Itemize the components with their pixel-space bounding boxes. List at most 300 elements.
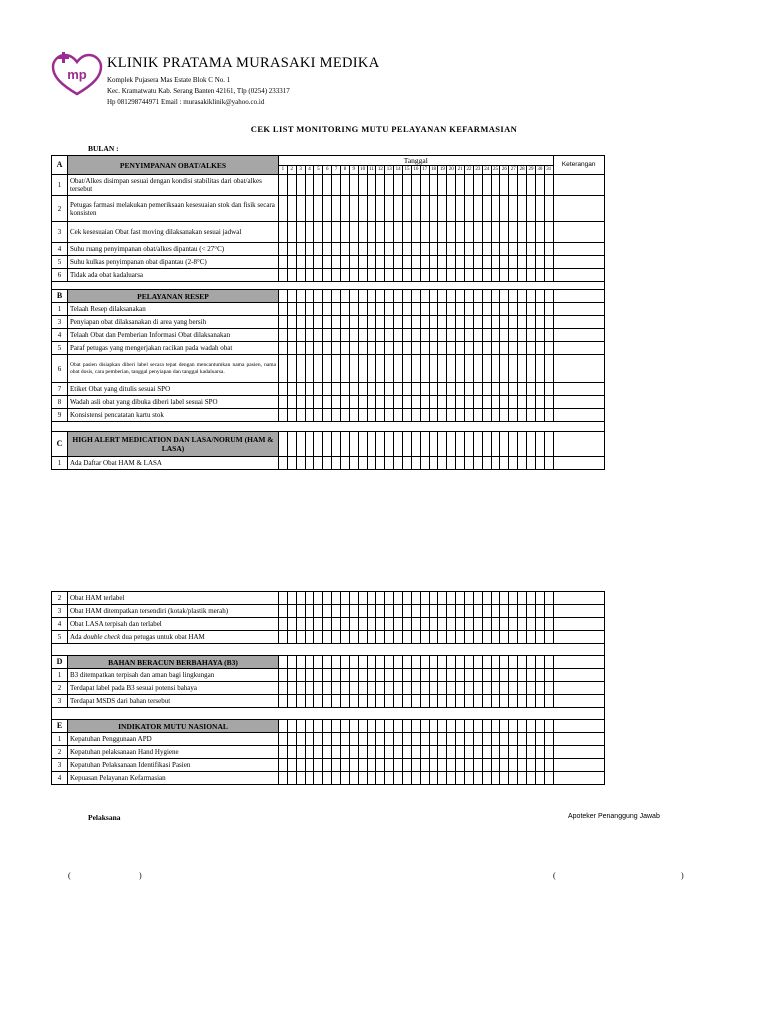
check-cell: [287, 746, 296, 759]
check-cell: [473, 196, 482, 222]
check-cell: [491, 432, 500, 457]
check-cell: [305, 618, 314, 631]
check-cell: [287, 631, 296, 644]
day-number: 5: [314, 166, 323, 175]
check-cell: [358, 720, 367, 733]
check-cell: [403, 669, 412, 682]
check-cell: [544, 592, 553, 605]
check-cell: [341, 432, 350, 457]
check-cell: [305, 682, 314, 695]
check-cell: [456, 383, 465, 396]
item-description: Kepatuhan Penggunaan APD: [68, 733, 279, 746]
check-cell: [358, 316, 367, 329]
day-number: 11: [367, 166, 376, 175]
check-cell: [341, 605, 350, 618]
check-cell: [465, 656, 474, 669]
left-signature-open-paren: (: [68, 871, 71, 880]
check-cell: [403, 605, 412, 618]
check-cell: [527, 618, 536, 631]
check-cell: [411, 682, 420, 695]
check-cell: [500, 329, 509, 342]
check-cell: [332, 432, 341, 457]
check-cell: [429, 759, 438, 772]
check-cell: [385, 457, 394, 470]
check-cell: [394, 656, 403, 669]
check-cell: [403, 256, 412, 269]
check-cell: [500, 733, 509, 746]
check-cell: [456, 196, 465, 222]
check-cell: [341, 303, 350, 316]
check-cell: [358, 682, 367, 695]
pelaksana-label: Pelaksana: [88, 813, 121, 822]
day-number: 17: [420, 166, 429, 175]
checklist-row: [52, 342, 605, 355]
check-cell: [473, 316, 482, 329]
check-cell: [544, 605, 553, 618]
check-cell: [438, 631, 447, 644]
check-cell: [332, 222, 341, 243]
check-cell: [296, 733, 305, 746]
check-cell: [411, 290, 420, 303]
check-cell: [447, 605, 456, 618]
check-cell: [358, 222, 367, 243]
check-cell: [438, 342, 447, 355]
keterangan-cell: [553, 196, 604, 222]
check-cell: [385, 256, 394, 269]
check-cell: [473, 290, 482, 303]
day-number: 29: [527, 166, 536, 175]
check-cell: [296, 772, 305, 785]
check-cell: [447, 409, 456, 422]
day-number: 28: [518, 166, 527, 175]
check-cell: [358, 618, 367, 631]
check-cell: [518, 682, 527, 695]
check-cell: [420, 605, 429, 618]
check-cell: [287, 355, 296, 383]
check-cell: [518, 256, 527, 269]
item-number: 2: [52, 196, 68, 222]
check-cell: [296, 196, 305, 222]
check-cell: [482, 759, 491, 772]
check-cell: [465, 631, 474, 644]
check-cell: [518, 342, 527, 355]
check-cell: [482, 432, 491, 457]
check-cell: [403, 772, 412, 785]
check-cell: [411, 316, 420, 329]
check-cell: [394, 746, 403, 759]
check-cell: [465, 175, 474, 196]
check-cell: [403, 720, 412, 733]
check-cell: [296, 720, 305, 733]
check-cell: [305, 592, 314, 605]
section-letter: C: [52, 432, 68, 457]
check-cell: [279, 759, 288, 772]
check-cell: [296, 631, 305, 644]
item-number: 4: [52, 329, 68, 342]
check-cell: [518, 746, 527, 759]
check-cell: [473, 772, 482, 785]
check-cell: [314, 631, 323, 644]
address-line-1: Komplek Pujasera Mas Estate Blok C No. 1: [107, 76, 231, 84]
check-cell: [491, 656, 500, 669]
check-cell: [491, 196, 500, 222]
item-number: 2: [52, 592, 68, 605]
check-cell: [535, 290, 544, 303]
check-cell: [420, 342, 429, 355]
check-cell: [456, 396, 465, 409]
check-cell: [411, 269, 420, 282]
check-cell: [385, 656, 394, 669]
check-cell: [447, 618, 456, 631]
day-number: 14: [394, 166, 403, 175]
check-cell: [438, 409, 447, 422]
check-cell: [376, 175, 385, 196]
check-cell: [332, 256, 341, 269]
check-cell: [527, 682, 536, 695]
check-cell: [349, 222, 358, 243]
item-number: 4: [52, 243, 68, 256]
check-cell: [473, 695, 482, 708]
check-cell: [358, 329, 367, 342]
check-cell: [349, 196, 358, 222]
check-cell: [376, 303, 385, 316]
right-signature-close-paren: ): [681, 871, 684, 880]
check-cell: [429, 618, 438, 631]
check-cell: [305, 396, 314, 409]
check-cell: [296, 618, 305, 631]
day-number: 30: [535, 166, 544, 175]
day-number: 16: [411, 166, 420, 175]
spacer-cell: [52, 708, 605, 720]
check-cell: [385, 243, 394, 256]
check-cell: [527, 669, 536, 682]
check-cell: [420, 290, 429, 303]
check-cell: [438, 720, 447, 733]
check-cell: [509, 656, 518, 669]
check-cell: [323, 396, 332, 409]
day-number: 3: [296, 166, 305, 175]
check-cell: [447, 759, 456, 772]
tanggal-header: Tanggal: [279, 156, 554, 166]
check-cell: [314, 759, 323, 772]
check-cell: [341, 290, 350, 303]
check-cell: [518, 329, 527, 342]
check-cell: [465, 196, 474, 222]
check-cell: [535, 682, 544, 695]
item-description: Penyiapan obat dilaksanakan di area yang bersih: [68, 316, 279, 329]
check-cell: [323, 656, 332, 669]
day-number: 24: [482, 166, 491, 175]
check-cell: [332, 269, 341, 282]
check-cell: [535, 222, 544, 243]
check-cell: [527, 631, 536, 644]
check-cell: [420, 175, 429, 196]
check-cell: [482, 746, 491, 759]
check-cell: [420, 355, 429, 383]
check-cell: [349, 355, 358, 383]
check-cell: [473, 175, 482, 196]
check-cell: [305, 243, 314, 256]
check-cell: [509, 631, 518, 644]
check-cell: [323, 222, 332, 243]
check-cell: [376, 396, 385, 409]
item-number: 1: [52, 303, 68, 316]
check-cell: [473, 631, 482, 644]
check-cell: [527, 290, 536, 303]
keterangan-cell: [553, 656, 604, 669]
checklist-table-upper: [51, 155, 605, 470]
check-cell: [482, 383, 491, 396]
check-cell: [456, 316, 465, 329]
check-cell: [349, 733, 358, 746]
keterangan-cell: [553, 409, 604, 422]
item-description: Tidak ada obat kadaluarsa: [68, 269, 279, 282]
check-cell: [332, 733, 341, 746]
check-cell: [385, 355, 394, 383]
check-cell: [358, 355, 367, 383]
check-cell: [314, 396, 323, 409]
check-cell: [385, 342, 394, 355]
check-cell: [403, 733, 412, 746]
check-cell: [438, 396, 447, 409]
check-cell: [358, 396, 367, 409]
check-cell: [456, 759, 465, 772]
check-cell: [323, 329, 332, 342]
check-cell: [465, 383, 474, 396]
check-cell: [535, 329, 544, 342]
check-cell: [394, 383, 403, 396]
check-cell: [420, 618, 429, 631]
check-cell: [535, 618, 544, 631]
apoteker-label: Apoteker Penanggung Jawab: [568, 813, 660, 820]
day-number: 27: [509, 166, 518, 175]
check-cell: [349, 682, 358, 695]
check-cell: [411, 759, 420, 772]
check-cell: [473, 759, 482, 772]
check-cell: [465, 457, 474, 470]
check-cell: [500, 669, 509, 682]
check-cell: [465, 316, 474, 329]
item-number: 5: [52, 631, 68, 644]
check-cell: [403, 222, 412, 243]
check-cell: [473, 432, 482, 457]
check-cell: [341, 355, 350, 383]
check-cell: [305, 759, 314, 772]
check-cell: [544, 457, 553, 470]
check-cell: [456, 256, 465, 269]
check-cell: [287, 396, 296, 409]
check-cell: [509, 457, 518, 470]
check-cell: [429, 256, 438, 269]
check-cell: [358, 457, 367, 470]
check-cell: [411, 329, 420, 342]
check-cell: [438, 290, 447, 303]
check-cell: [509, 409, 518, 422]
check-cell: [305, 342, 314, 355]
check-cell: [509, 290, 518, 303]
item-number: 1: [52, 669, 68, 682]
check-cell: [323, 695, 332, 708]
check-cell: [305, 432, 314, 457]
check-cell: [438, 222, 447, 243]
check-cell: [509, 355, 518, 383]
check-cell: [447, 432, 456, 457]
keterangan-cell: [553, 733, 604, 746]
check-cell: [447, 457, 456, 470]
check-cell: [296, 222, 305, 243]
keterangan-cell: [553, 772, 604, 785]
check-cell: [385, 303, 394, 316]
check-cell: [491, 396, 500, 409]
check-cell: [394, 355, 403, 383]
check-cell: [491, 175, 500, 196]
check-cell: [473, 682, 482, 695]
check-cell: [349, 303, 358, 316]
check-cell: [376, 592, 385, 605]
check-cell: [376, 269, 385, 282]
check-cell: [394, 631, 403, 644]
check-cell: [447, 682, 456, 695]
check-cell: [509, 383, 518, 396]
keterangan-cell: [553, 592, 604, 605]
checklist-row: [52, 256, 605, 269]
check-cell: [358, 409, 367, 422]
check-cell: [367, 243, 376, 256]
check-cell: [349, 759, 358, 772]
check-cell: [482, 409, 491, 422]
check-cell: [341, 772, 350, 785]
check-cell: [473, 222, 482, 243]
check-cell: [358, 256, 367, 269]
check-cell: [314, 329, 323, 342]
check-cell: [535, 243, 544, 256]
check-cell: [420, 656, 429, 669]
check-cell: [535, 656, 544, 669]
item-number: 2: [52, 682, 68, 695]
check-cell: [358, 656, 367, 669]
check-cell: [394, 759, 403, 772]
check-cell: [279, 720, 288, 733]
check-cell: [518, 355, 527, 383]
checklist-row: [52, 605, 605, 618]
check-cell: [447, 656, 456, 669]
check-cell: [500, 409, 509, 422]
check-cell: [465, 303, 474, 316]
check-cell: [323, 175, 332, 196]
check-cell: [403, 631, 412, 644]
check-cell: [314, 256, 323, 269]
check-cell: [491, 269, 500, 282]
check-cell: [509, 316, 518, 329]
check-cell: [376, 409, 385, 422]
check-cell: [296, 656, 305, 669]
checklist-row: [52, 303, 605, 316]
check-cell: [296, 256, 305, 269]
check-cell: [482, 316, 491, 329]
check-cell: [438, 605, 447, 618]
day-number: 12: [376, 166, 385, 175]
check-cell: [518, 656, 527, 669]
check-cell: [411, 396, 420, 409]
check-cell: [429, 772, 438, 785]
check-cell: [411, 656, 420, 669]
check-cell: [314, 290, 323, 303]
check-cell: [500, 396, 509, 409]
check-cell: [491, 669, 500, 682]
check-cell: [411, 383, 420, 396]
check-cell: [491, 457, 500, 470]
check-cell: [544, 682, 553, 695]
check-cell: [500, 316, 509, 329]
check-cell: [491, 592, 500, 605]
check-cell: [473, 269, 482, 282]
clinic-name: KLINIK PRATAMA MURASAKI MEDIKA: [107, 55, 380, 71]
check-cell: [429, 396, 438, 409]
check-cell: [385, 383, 394, 396]
checklist-row: [52, 222, 605, 243]
keterangan-cell: [553, 290, 604, 303]
check-cell: [527, 759, 536, 772]
day-number: 2: [287, 166, 296, 175]
check-cell: [509, 396, 518, 409]
section-title: INDIKATOR MUTU NASIONAL: [68, 720, 279, 733]
check-cell: [465, 432, 474, 457]
check-cell: [287, 682, 296, 695]
check-cell: [411, 618, 420, 631]
check-cell: [456, 355, 465, 383]
check-cell: [509, 682, 518, 695]
check-cell: [279, 409, 288, 422]
check-cell: [447, 303, 456, 316]
check-cell: [349, 269, 358, 282]
check-cell: [332, 316, 341, 329]
check-cell: [349, 631, 358, 644]
checklist-row: [52, 682, 605, 695]
check-cell: [385, 695, 394, 708]
check-cell: [491, 631, 500, 644]
check-cell: [447, 196, 456, 222]
check-cell: [527, 329, 536, 342]
item-description: Obat/Alkes disimpan sesuai dengan kondisi stabilitas dari obat/alkes tersebut: [68, 175, 279, 196]
check-cell: [287, 759, 296, 772]
check-cell: [438, 592, 447, 605]
check-cell: [349, 618, 358, 631]
check-cell: [323, 669, 332, 682]
item-description: Wadah asli obat yang dibuka diberi label sesuai SPO: [68, 396, 279, 409]
check-cell: [482, 196, 491, 222]
day-number: 22: [465, 166, 474, 175]
check-cell: [509, 342, 518, 355]
check-cell: [447, 316, 456, 329]
day-number: 13: [385, 166, 394, 175]
check-cell: [509, 605, 518, 618]
check-cell: [394, 196, 403, 222]
spacer-row: [52, 644, 605, 656]
check-cell: [279, 656, 288, 669]
check-cell: [279, 269, 288, 282]
item-description: B3 ditempatkan terpisah dan aman bagi lingkungan: [68, 669, 279, 682]
check-cell: [394, 256, 403, 269]
day-number: 4: [305, 166, 314, 175]
check-cell: [420, 383, 429, 396]
check-cell: [544, 772, 553, 785]
check-cell: [500, 269, 509, 282]
check-cell: [429, 383, 438, 396]
check-cell: [420, 409, 429, 422]
check-cell: [314, 720, 323, 733]
check-cell: [314, 196, 323, 222]
check-cell: [465, 592, 474, 605]
